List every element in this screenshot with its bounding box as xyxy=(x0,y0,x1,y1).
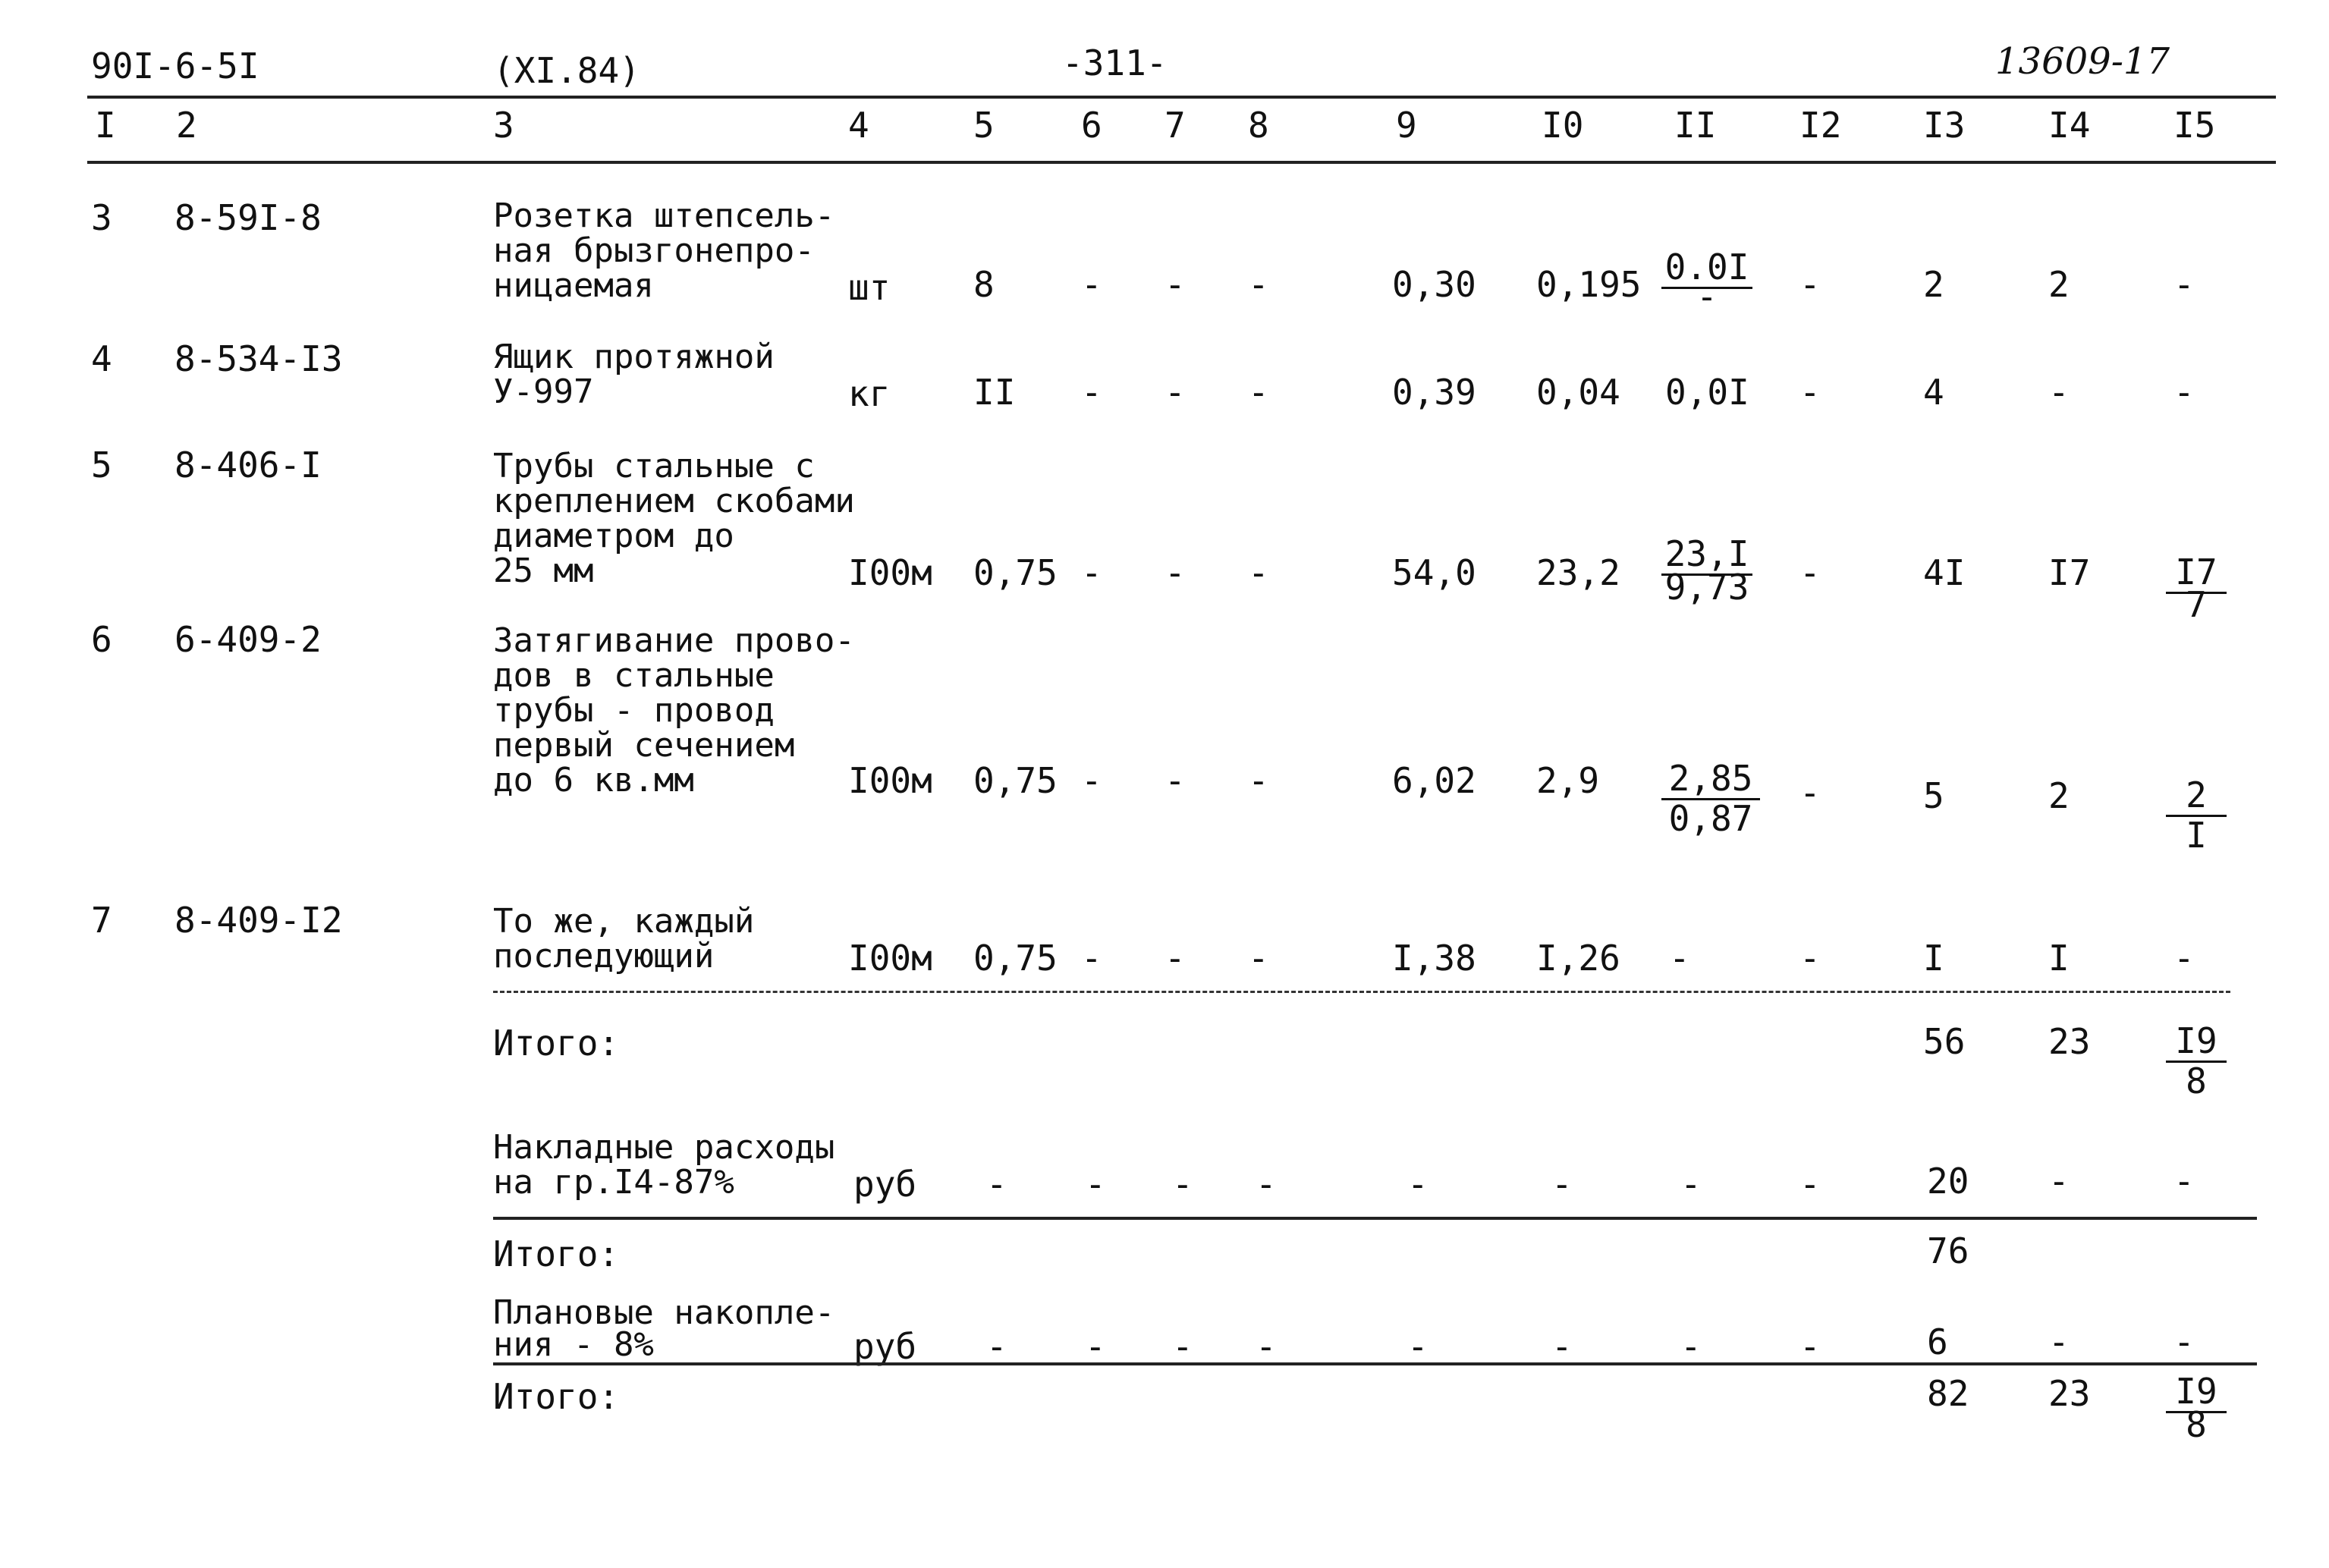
page-number: -311- xyxy=(1062,42,1168,83)
row-c15: - xyxy=(2173,938,2195,979)
row-qty: II xyxy=(973,372,1016,413)
inventory-number: 13609-17 xyxy=(1995,40,2170,83)
row-c13: 4 xyxy=(1923,372,1944,413)
savings-dash: - xyxy=(986,1326,1007,1367)
row-c13: 2 xyxy=(1923,264,1944,305)
total-label: Итого: xyxy=(493,1376,620,1417)
row-c14: 2 xyxy=(2048,264,2070,305)
overhead-dash: - xyxy=(1799,1164,1821,1205)
row-c12: - xyxy=(1799,372,1821,413)
overhead-c13: 20 xyxy=(1927,1161,1969,1202)
col-num-14: I4 xyxy=(2048,105,2091,146)
fraction-numerator: 2 xyxy=(2186,775,2207,815)
row-c6: - xyxy=(1081,760,1102,801)
rows-end-rule xyxy=(493,991,2230,993)
row-desc-line: трубы - провод xyxy=(493,691,775,730)
row-num: 4 xyxy=(91,338,112,379)
row-c9: 54,0 xyxy=(1392,552,1476,593)
date-code: (XI.84) xyxy=(493,50,640,91)
row-desc-line: диаметром до xyxy=(493,517,734,555)
row-num: 5 xyxy=(91,445,112,485)
total-c15-fraction xyxy=(2166,1371,2227,1445)
doc-code: 90I-6-5I xyxy=(91,46,259,86)
savings-c13: 6 xyxy=(1927,1321,1948,1362)
row-c13: I xyxy=(1923,938,1944,979)
overhead-rule xyxy=(493,1217,2257,1220)
row-c11-fraction xyxy=(1661,533,1752,608)
header-bottom-rule xyxy=(87,161,2276,164)
row-c10: 0,195 xyxy=(1536,264,1642,305)
row-c11-fraction xyxy=(1661,760,1760,837)
overhead-c15: - xyxy=(2173,1161,2195,1202)
savings-dash: - xyxy=(1551,1326,1573,1367)
fraction-numerator: I9 xyxy=(2175,1020,2217,1061)
overhead-desc-line: Накладные расходы xyxy=(493,1128,835,1167)
row-c12: - xyxy=(1799,552,1821,593)
overhead-desc-line: на гр.I4-87% xyxy=(493,1163,734,1202)
row-unit: кг xyxy=(848,373,891,414)
overhead-c14: - xyxy=(2048,1161,2070,1202)
row-qty: 0,75 xyxy=(973,552,1058,593)
row-c10: 2,9 xyxy=(1536,760,1600,801)
row-c6: - xyxy=(1081,938,1102,979)
row-c8: - xyxy=(1248,372,1269,413)
fraction-denominator: - xyxy=(1696,276,1718,317)
col-num-7: 7 xyxy=(1164,105,1186,146)
fraction-numerator: I7 xyxy=(2175,551,2217,592)
total-c13: 56 xyxy=(1923,1021,1966,1062)
total-c14: 23 xyxy=(2048,1373,2091,1414)
savings-desc-line: Плановые накопле- xyxy=(493,1293,835,1332)
row-desc-line: У-997 xyxy=(493,372,594,411)
row-desc-line: Ящик протяжной xyxy=(493,338,775,376)
col-num-6: 6 xyxy=(1081,105,1102,146)
row-desc-line: до 6 кв.мм xyxy=(493,761,694,800)
fraction-denominator: 7 xyxy=(2186,584,2207,625)
row-c11-fraction xyxy=(1661,247,1752,317)
row-c9: 0,30 xyxy=(1392,264,1476,305)
row-c15-fraction xyxy=(2166,551,2227,625)
row-qty: 0,75 xyxy=(973,938,1058,979)
row-unit: I00м xyxy=(848,552,932,593)
row-c7: - xyxy=(1164,938,1186,979)
savings-c14: - xyxy=(2048,1321,2070,1362)
row-c8: - xyxy=(1248,760,1269,801)
row-c8: - xyxy=(1248,264,1269,305)
fraction-denominator: 0,87 xyxy=(1668,798,1753,839)
row-code: 8-534-I3 xyxy=(174,338,343,379)
savings-dash: - xyxy=(1085,1326,1106,1367)
header-top-rule xyxy=(87,96,2276,99)
savings-c15: - xyxy=(2173,1321,2195,1362)
col-num-13: I3 xyxy=(1923,105,1966,146)
overhead-dash: - xyxy=(1085,1164,1106,1205)
row-desc-line: дов в стальные xyxy=(493,656,775,695)
row-unit: I00м xyxy=(848,760,932,801)
savings-dash: - xyxy=(1799,1326,1821,1367)
fraction-denominator: I xyxy=(2186,815,2207,856)
fraction-numerator: 2,85 xyxy=(1668,758,1753,799)
overhead-dash: - xyxy=(1256,1164,1277,1205)
col-num-3: 3 xyxy=(493,105,514,146)
row-c14: I7 xyxy=(2048,552,2091,593)
row-c8: - xyxy=(1248,938,1269,979)
row-c11: - xyxy=(1669,938,1690,979)
fraction-denominator: 8 xyxy=(2186,1404,2207,1445)
total-c13: 76 xyxy=(1927,1230,1969,1271)
row-unit: I00м xyxy=(848,938,932,979)
fraction-denominator: 8 xyxy=(2186,1061,2207,1101)
col-num-15: I5 xyxy=(2173,105,2216,146)
savings-desc-line: ния - 8% xyxy=(493,1325,654,1364)
fraction-numerator: I9 xyxy=(2175,1371,2217,1412)
row-desc-line: Розетка штепсель- xyxy=(493,196,835,235)
row-c9: 0,39 xyxy=(1392,372,1476,413)
row-code: 8-59I-8 xyxy=(174,197,322,238)
col-num-10: I0 xyxy=(1542,105,1584,146)
row-code: 8-409-I2 xyxy=(174,900,343,941)
row-c14: 2 xyxy=(2048,775,2070,816)
row-desc-line: 25 мм xyxy=(493,551,594,590)
total-label: Итого: xyxy=(493,1233,620,1274)
row-c10: 0,04 xyxy=(1536,372,1620,413)
total-c14: 23 xyxy=(2048,1021,2091,1062)
row-desc-line: креплением скобами xyxy=(493,482,855,520)
row-c12: - xyxy=(1799,938,1821,979)
row-c9: 6,02 xyxy=(1392,760,1476,801)
row-desc-line: ницаемая xyxy=(493,266,654,305)
row-c12: - xyxy=(1799,772,1821,813)
row-num: 6 xyxy=(91,619,112,660)
row-desc-line: последующий xyxy=(493,937,715,976)
overhead-dash: - xyxy=(1551,1164,1573,1205)
row-c9: I,38 xyxy=(1392,938,1476,979)
col-num-8: 8 xyxy=(1248,105,1269,146)
row-c7: - xyxy=(1164,264,1186,305)
total-c15-fraction xyxy=(2166,1020,2227,1101)
col-num-2: 2 xyxy=(176,105,197,146)
fraction-numerator: 0.0I xyxy=(1664,247,1749,288)
savings-dash: - xyxy=(1256,1326,1277,1367)
overhead-dash: - xyxy=(1172,1164,1193,1205)
row-c13: 4I xyxy=(1923,552,1966,593)
total-label: Итого: xyxy=(493,1023,620,1064)
row-c8: - xyxy=(1248,552,1269,593)
row-c7: - xyxy=(1164,760,1186,801)
row-c14: - xyxy=(2048,372,2070,413)
savings-dash: - xyxy=(1407,1326,1429,1367)
row-c11: 0,0I xyxy=(1665,372,1749,413)
row-code: 8-406-I xyxy=(174,445,322,485)
savings-dash: - xyxy=(1172,1326,1193,1367)
row-c10: I,26 xyxy=(1536,938,1620,979)
row-c15: - xyxy=(2173,372,2195,413)
row-c15: - xyxy=(2173,264,2195,305)
row-num: 7 xyxy=(91,900,112,941)
row-qty: 8 xyxy=(973,264,995,305)
overhead-dash: - xyxy=(1680,1164,1702,1205)
row-desc-line: ная брызгонепро- xyxy=(493,231,815,270)
row-desc-line: Трубы стальные с xyxy=(493,447,815,485)
overhead-unit: руб xyxy=(853,1164,917,1205)
row-qty: 0,75 xyxy=(973,760,1058,801)
col-num-9: 9 xyxy=(1396,105,1417,146)
row-c7: - xyxy=(1164,372,1186,413)
row-c12: - xyxy=(1799,264,1821,305)
overhead-dash: - xyxy=(1407,1164,1429,1205)
col-num-4: 4 xyxy=(848,105,869,146)
row-num: 3 xyxy=(91,197,112,238)
row-desc-line: первый сечением xyxy=(493,726,795,765)
savings-rule xyxy=(493,1362,2257,1365)
fraction-denominator: 9,73 xyxy=(1664,567,1749,608)
row-desc-line: То же, каждый xyxy=(493,902,755,941)
row-c6: - xyxy=(1081,552,1102,593)
row-c14: I xyxy=(2048,938,2070,979)
col-num-1: I xyxy=(95,105,116,146)
row-c10: 23,2 xyxy=(1536,552,1620,593)
total-c13: 82 xyxy=(1927,1373,1969,1414)
row-c13: 5 xyxy=(1923,775,1944,816)
row-desc-line: Затягивание прово- xyxy=(493,621,855,660)
overhead-dash: - xyxy=(986,1164,1007,1205)
savings-unit: руб xyxy=(853,1326,917,1367)
fraction-numerator: 23,I xyxy=(1664,533,1749,574)
row-c6: - xyxy=(1081,372,1102,413)
col-num-12: I2 xyxy=(1799,105,1842,146)
col-num-11: II xyxy=(1674,105,1717,146)
savings-dash: - xyxy=(1680,1326,1702,1367)
col-num-5: 5 xyxy=(973,105,995,146)
row-c6: - xyxy=(1081,264,1102,305)
row-c15-fraction xyxy=(2166,775,2227,856)
row-c7: - xyxy=(1164,552,1186,593)
row-code: 6-409-2 xyxy=(174,619,322,660)
row-unit: шт xyxy=(848,267,891,308)
